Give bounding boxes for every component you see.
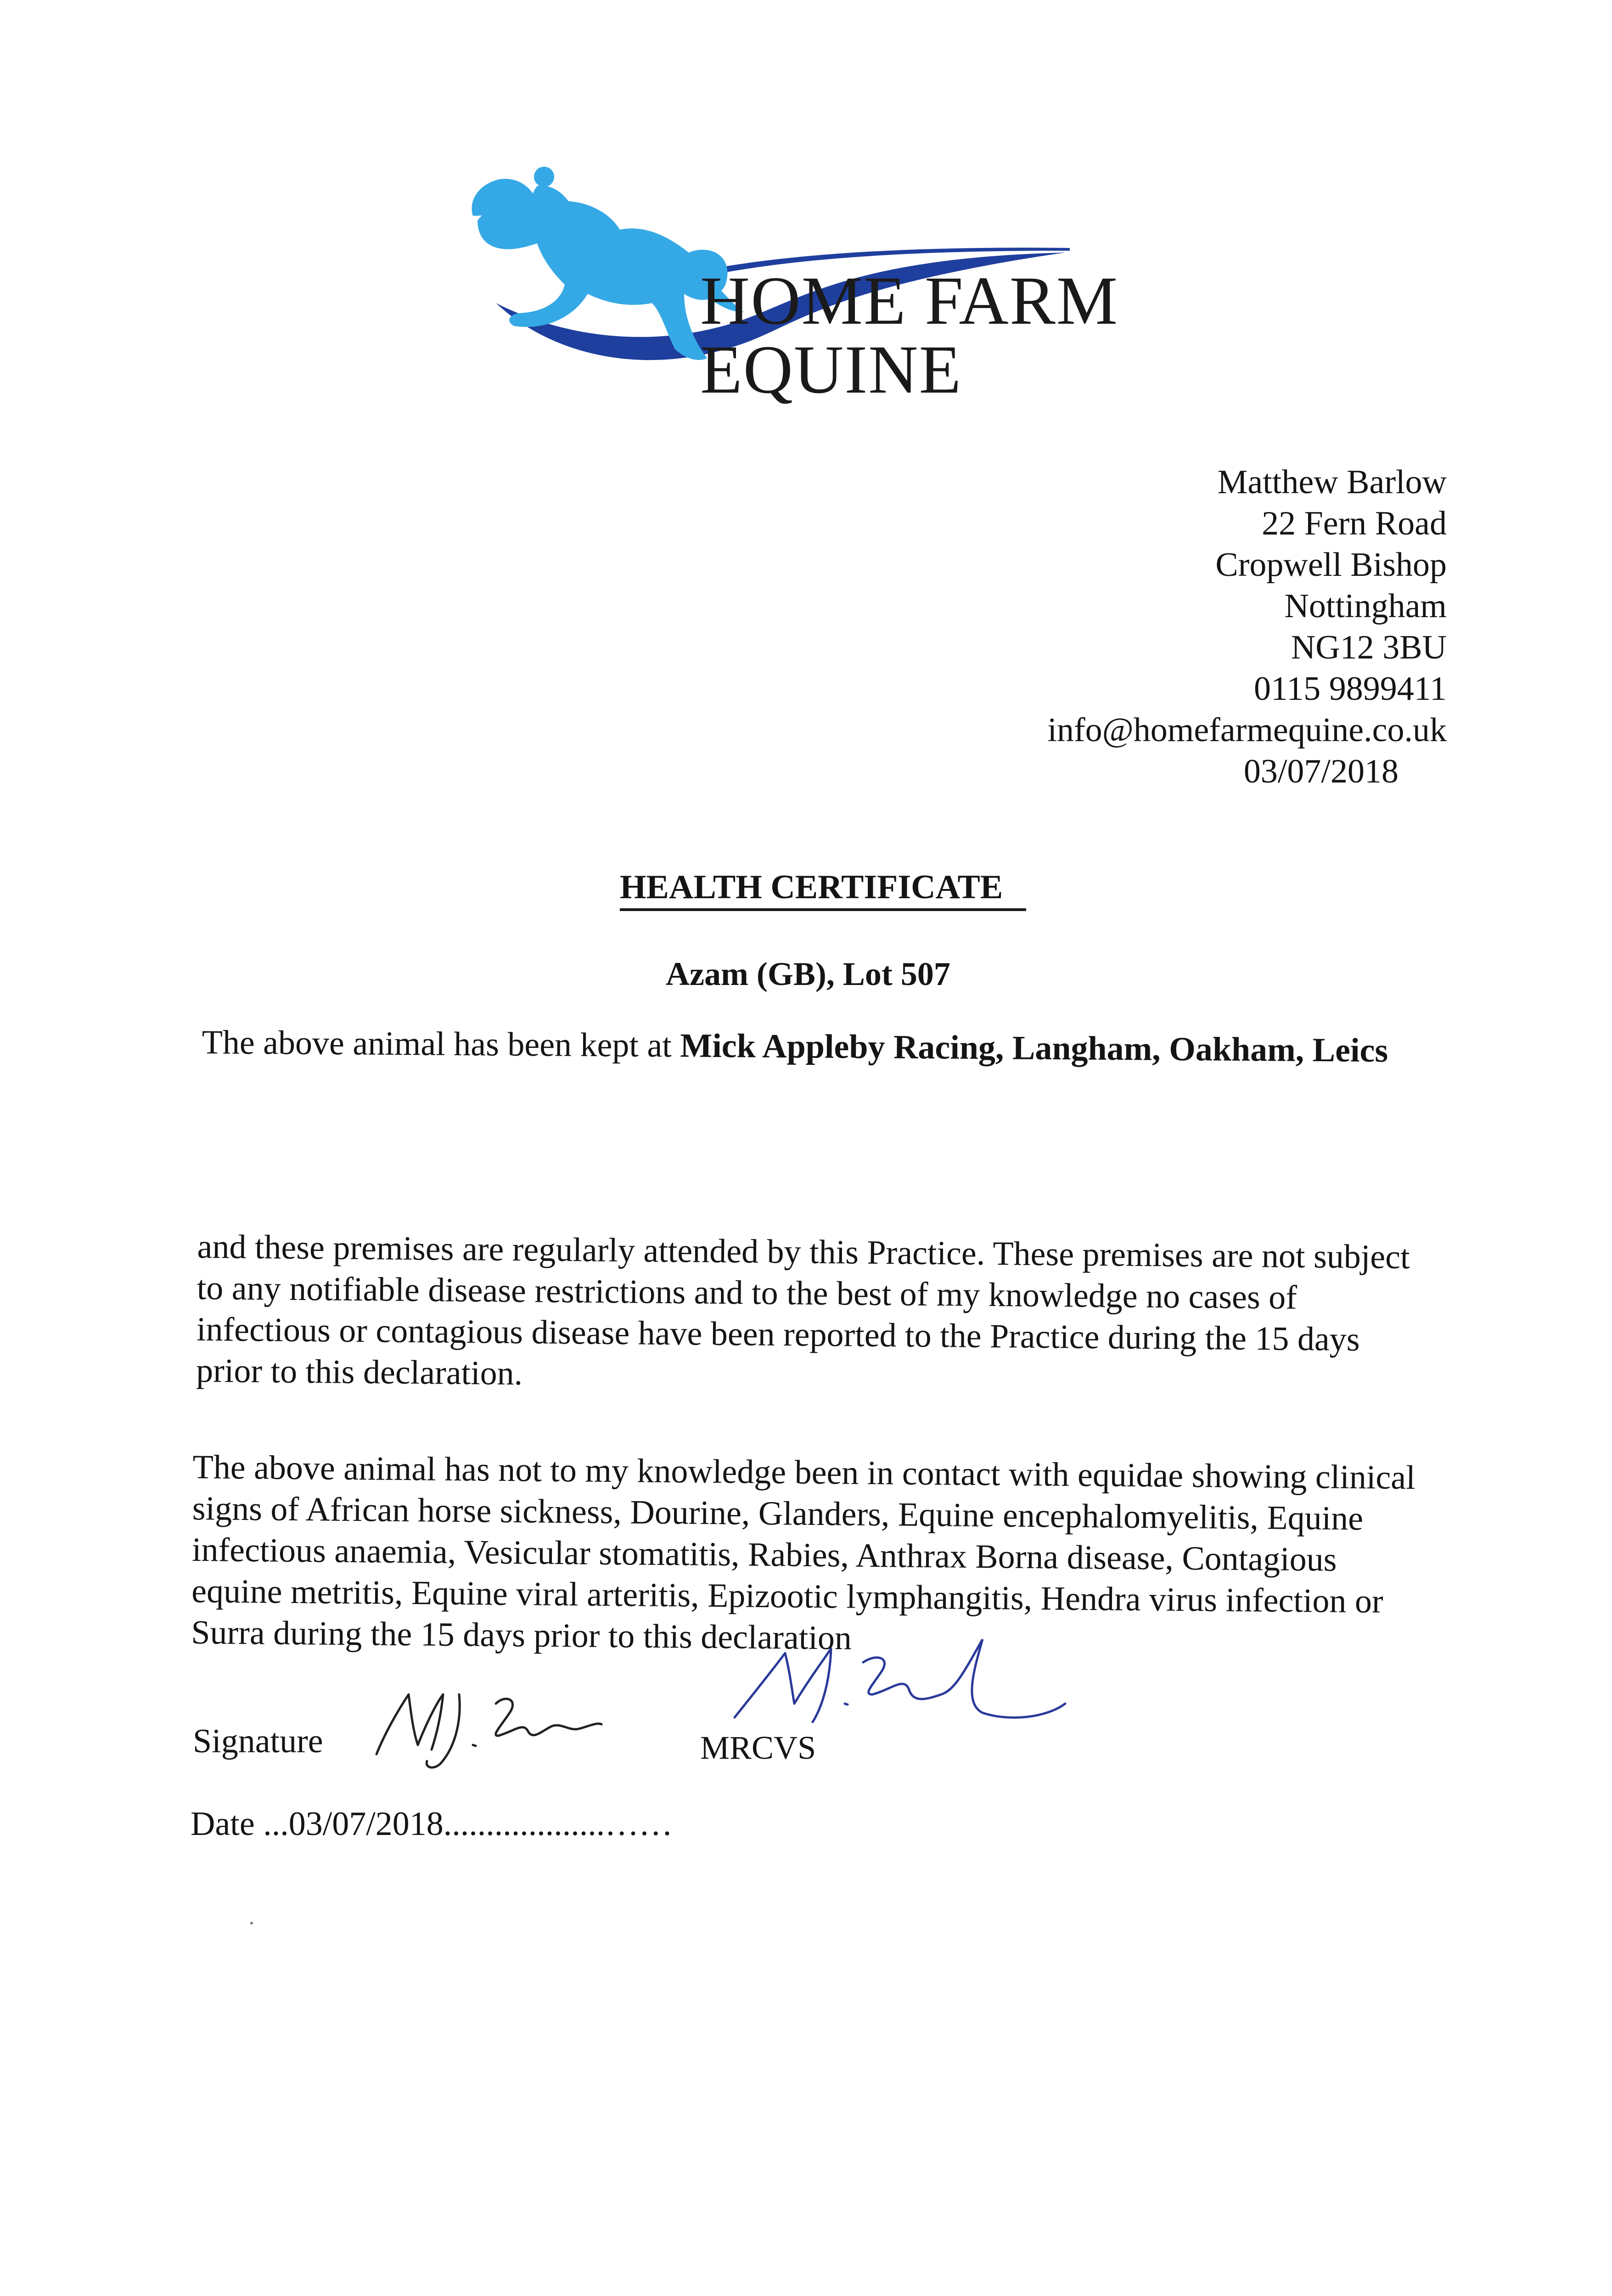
animal-subject: Azam (GB), Lot 507 [666, 956, 950, 992]
address-street: 22 Fern Road [1262, 505, 1447, 542]
handwritten-signature [367, 1676, 606, 1777]
practice-address-block [1047, 461, 1447, 792]
title-underline [620, 908, 1026, 911]
address-name: Matthew Barlow [1217, 463, 1447, 501]
brand-name-line-1: HOME FARM [700, 263, 1119, 339]
qualification-label: MRCVS [700, 1729, 816, 1766]
brand-name-line-2: EQUINE [700, 332, 962, 408]
contact-paragraph: The above animal has not to my knowledge been in contact with equidae showing clinical signs of African horse sickness, Dourine, Glanders, Equine encephalomyelitis, Equine infectious anaemia, Vesicular stomatitis, Rabies, Anthrax Borna disease, Contagious equine metritis, Equine viral arteritis, Epizootic lymphangitis, Hendra virus infection or Surra during the 15 days prior to this declaration [191, 1448, 1416, 1657]
premises-paragraph: and these premises are regularly attended by this Practice. These premises are not subject to any notifiable disease restrictions and to the best of my knowledge no cases of infectious or contagious disease have been reported to the Practice during the 15 days prior to this declaration. [196, 1227, 1410, 1393]
address-email[interactable]: info@homefarmequine.co.uk [1047, 711, 1447, 749]
kept-at-location: Mick Appleby Racing, Langham, Oakham, Leics [680, 1027, 1388, 1070]
address-phone: 0115 9899411 [1253, 670, 1447, 708]
address-town: Nottingham [1284, 587, 1447, 625]
address-locality: Cropwell Bishop [1215, 546, 1447, 584]
date-field: Date ...03/07/2018...................…… [191, 1805, 673, 1843]
signature-label: Signature [193, 1722, 323, 1760]
address-date: 03/07/2018 [1243, 753, 1399, 790]
handwritten-signature-stamp [725, 1626, 1074, 1740]
scan-speck [250, 1922, 253, 1925]
kept-at-statement [202, 1022, 1414, 1071]
address-postcode: NG12 3BU [1291, 629, 1447, 666]
certificate-title: HEALTH CERTIFICATE [620, 868, 1003, 906]
kept-at-prefix: The above animal has been kept at [202, 1024, 680, 1065]
